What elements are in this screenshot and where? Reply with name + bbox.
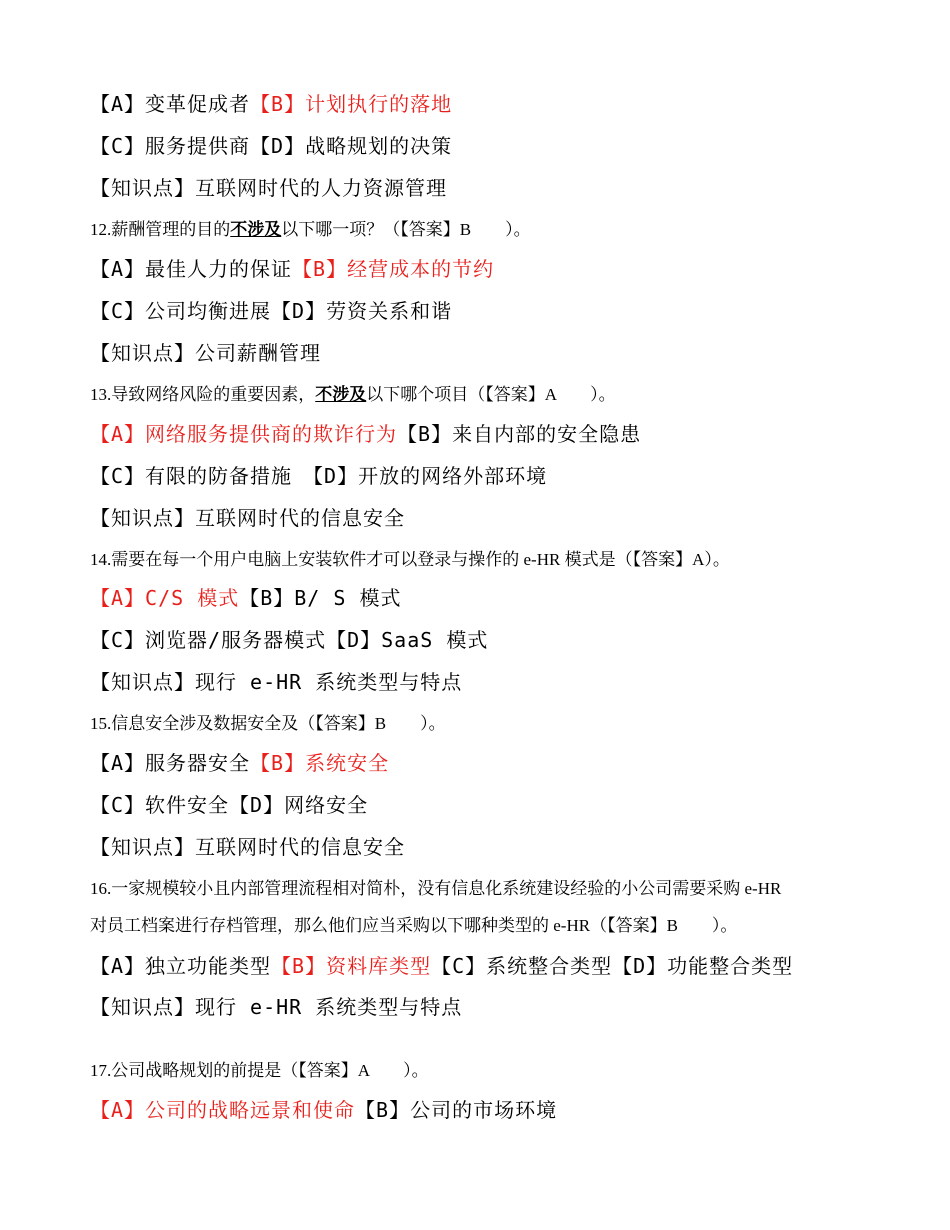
option-b: 【B】来自内部的安全隐患 — [397, 422, 642, 446]
option-d: 【D】开放的网络外部环境 — [292, 464, 548, 488]
option-a: 【A】变革促成者 — [90, 92, 251, 116]
knowledge-point: 【知识点】公司薪酬管理 — [90, 341, 321, 365]
option-line — [90, 1094, 557, 1123]
option-line — [90, 460, 547, 489]
option-b-correct: 【B】经营成本的节约 — [292, 257, 495, 281]
option-c: 【C】浏览器/服务器模式 — [90, 628, 327, 652]
question-text: 12.薪酬管理的目的 — [90, 220, 231, 239]
question-15: 15.信息安全涉及数据安全及（【答案】B ）。 — [90, 714, 446, 733]
option-line — [90, 253, 494, 282]
option-c: 【C】系统整合类型 — [431, 954, 613, 978]
option-line — [90, 789, 368, 818]
option-line — [90, 130, 452, 159]
question-14: 14.需要在每一个用户电脑上安装软件才可以登录与操作的 e-HR 模式是（【答案】A）。 — [90, 550, 730, 569]
knowledge-point: 【知识点】互联网时代的信息安全 — [90, 835, 405, 859]
knowledge-point: 【知识点】互联网时代的人力资源管理 — [90, 176, 447, 200]
option-line — [90, 418, 641, 447]
question-emphasis: 不涉及 — [230, 220, 282, 239]
question-text: 以下哪个项目（【答案】A ）。 — [366, 385, 616, 404]
option-a-correct: 【A】C/S 模式 — [90, 586, 240, 610]
knowledge-point: 【知识点】互联网时代的信息安全 — [90, 506, 405, 530]
knowledge-point: 【知识点】现行 e-HR 系统类型与特点 — [90, 670, 463, 694]
option-d: 【D】网络安全 — [229, 793, 369, 817]
option-d: 【D】SaaS 模式 — [326, 628, 489, 652]
question-12 — [90, 215, 531, 240]
option-a-correct: 【A】公司的战略远景和使命 — [90, 1098, 356, 1122]
option-a: 【A】服务器安全 — [90, 751, 251, 775]
option-line — [90, 747, 389, 776]
question-13 — [90, 380, 616, 405]
option-a: 【A】独立功能类型 — [90, 954, 272, 978]
option-line — [90, 950, 793, 979]
option-a-correct: 【A】网络服务提供商的欺诈行为 — [90, 422, 398, 446]
question-16-continued: 对员工档案进行存档管理，那么他们应当采购以下哪种类型的 e-HR（【答案】B ）。 — [90, 916, 738, 935]
question-text: 以下哪一项？（【答案】B ）。 — [281, 220, 531, 239]
knowledge-point: 【知识点】现行 e-HR 系统类型与特点 — [90, 995, 463, 1019]
option-c: 【C】服务提供商 — [90, 134, 251, 158]
option-c: 【C】软件安全 — [90, 793, 230, 817]
option-line — [90, 88, 452, 117]
option-a: 【A】最佳人力的保证 — [90, 257, 293, 281]
option-b-correct: 【B】资料库类型 — [271, 954, 432, 978]
question-emphasis: 不涉及 — [315, 385, 367, 404]
option-line — [90, 295, 452, 324]
question-text: 13.导致网络风险的重要因素， — [90, 385, 316, 404]
option-b: 【B】公司的市场环境 — [355, 1098, 558, 1122]
option-line — [90, 624, 488, 653]
option-c: 【C】公司均衡进展 — [90, 299, 272, 323]
option-d: 【D】战略规划的决策 — [250, 134, 453, 158]
option-b-correct: 【B】系统安全 — [250, 751, 390, 775]
option-b-correct: 【B】计划执行的落地 — [250, 92, 453, 116]
option-b: 【B】B/ S 模式 — [239, 586, 402, 610]
option-c: 【C】有限的防备措施 — [90, 464, 293, 488]
question-16: 16.一家规模较小且内部管理流程相对简朴，没有信息化系统建设经验的小公司需要采购 e-HR — [90, 879, 782, 898]
option-d: 【D】功能整合类型 — [612, 954, 794, 978]
option-d: 【D】劳资关系和谐 — [271, 299, 453, 323]
option-line — [90, 582, 401, 611]
question-17: 17.公司战略规划的前提是（【答案】A ）。 — [90, 1061, 429, 1080]
